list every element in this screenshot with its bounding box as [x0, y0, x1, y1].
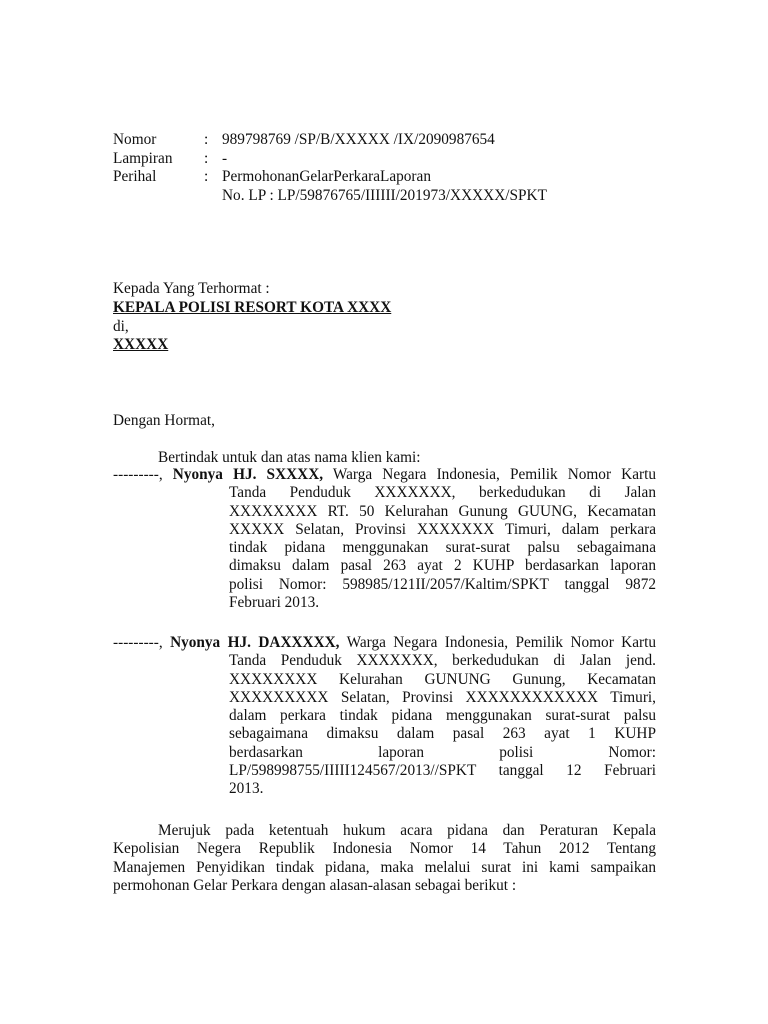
perihal-value: PermohonanGelarPerkaraLaporan — [222, 168, 431, 185]
nomor-colon: : — [204, 131, 209, 148]
party-1-body — [229, 484, 656, 612]
party-2-dashes: ---------, — [113, 634, 171, 651]
party-1-line: polisi Nomor: 598985/121II/2057/Kaltim/SPKT tanggal 9872 — [229, 575, 656, 593]
greeting: Dengan Hormat, — [113, 412, 215, 429]
party-1-first-line — [113, 466, 656, 484]
party-1-line: dimaksu dalam pasal 263 ayat 2 KUHP berdasarkan laporan — [229, 557, 656, 575]
party-1-name: Nyonya HJ. SXXXX, — [172, 466, 324, 483]
party-1-dashes: ---------, — [113, 466, 173, 483]
party-2-line: 2013. — [229, 780, 264, 798]
party-2-line: dalam perkara tindak pidana menggunakan surat-surat palsu — [229, 707, 656, 725]
party-2-first-text: Warga Negara Indonesia, Pemilik Nomor Kartu — [339, 634, 657, 651]
intro-sentence: Bertindak untuk dan atas nama klien kami: — [158, 449, 421, 466]
lampiran-value: - — [222, 149, 228, 167]
party-1-line: XXXXXXXX RT. 50 Kelurahan Gunung GUUNG, Kecamatan — [229, 502, 656, 520]
closing-paragraph — [113, 822, 656, 895]
closing-line: Merujuk pada ketentuah hukum acara pidana dan Peraturan Kepala — [158, 822, 656, 839]
party-2-line: XXXXXXXXX Selatan, Provinsi XXXXXXXXXXXX Timuri, — [229, 688, 656, 706]
closing-line: Manajemen Penyidikan tindak pidana, maka melalui surat ini kami sampaikan — [113, 858, 656, 876]
recipient-salutation: Kepada Yang Terhormat : — [113, 280, 270, 297]
party-2-body — [229, 652, 656, 798]
party-2-line: berdasarkan laporan polisi Nomor: — [229, 743, 656, 761]
lampiran-colon: : — [204, 149, 209, 167]
party-2-line: sebagaimana dimaksu dalam pasal 263 ayat 1 KUHP — [229, 725, 656, 743]
perihal-lp-number: No. LP : LP/59876765/IIIIII/201973/XXXXX/SPKT — [222, 186, 547, 204]
recipient-di: di, — [113, 317, 129, 335]
perihal-label: Perihal — [113, 168, 157, 185]
recipient-block — [113, 280, 391, 355]
party-2-line: XXXXXXXX Kelurahan GUNUNG Gunung, Kecamatan — [229, 670, 656, 688]
recipient-place: XXXXX — [113, 336, 169, 354]
recipient-name: KEPALA POLISI RESORT KOTA XXXX — [113, 298, 392, 316]
party-1-paragraph — [113, 466, 656, 612]
party-1-line: Februari 2013. — [229, 594, 320, 612]
lampiran-label: Lampiran — [113, 149, 173, 167]
party-1-line: tindak pidana menggunakan surat-surat palsu sebagaimana — [229, 539, 656, 557]
party-2-name: Nyonya HJ. DAXXXXX, — [170, 634, 340, 651]
closing-line: permohonan Gelar Perkara dengan alasan-alasan sebagai berikut : — [113, 876, 517, 894]
party-2-paragraph — [113, 634, 656, 799]
nomor-value: 989798769 /SP/B/XXXXX /IX/2090987654 — [222, 131, 495, 148]
party-2-line: LP/598998755/IIIII124567/2013//SPKT tanggal 12 Februari — [229, 762, 656, 780]
party-1-line: Tanda Penduduk XXXXXXX, berkedudukan di Jalan — [229, 484, 656, 502]
party-1-first-text: Warga Negara Indonesia, Pemilik Nomor Kartu — [323, 466, 656, 483]
party-2-line: Tanda Penduduk XXXXXXX, berkedudukan di Jalan jend. — [229, 652, 656, 670]
nomor-label: Nomor — [113, 131, 157, 148]
closing-line: Kepolisian Negera Republik Indonesia Nomor 14 Tahun 2012 Tentang — [113, 840, 656, 858]
party-1-line: XXXXX Selatan, Provinsi XXXXXXX Timuri, dalam perkara — [229, 520, 656, 538]
party-2-first-line — [113, 634, 656, 652]
perihal-colon: : — [204, 168, 209, 185]
